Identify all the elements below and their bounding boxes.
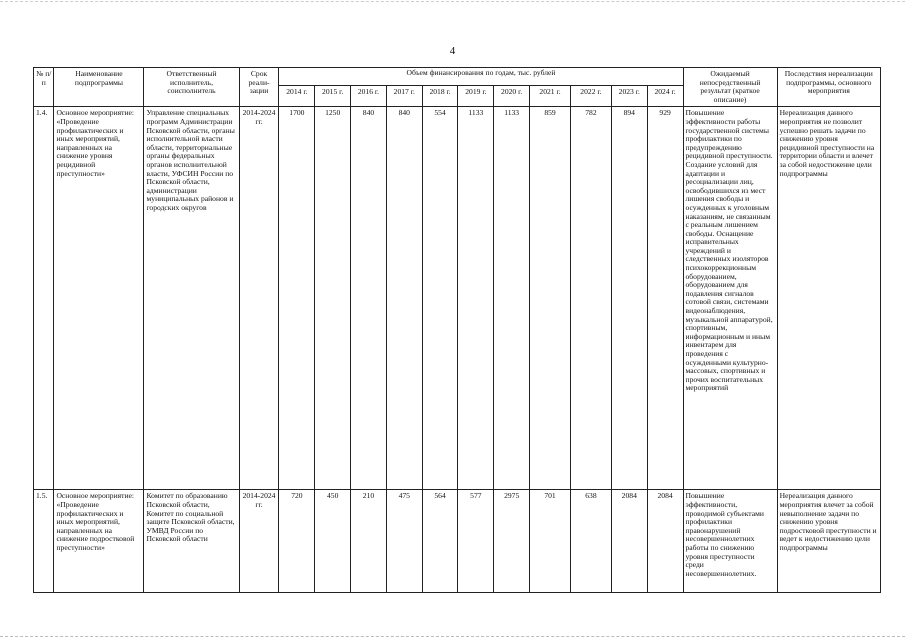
table-row [34, 107, 881, 490]
header-year: 2015 г. [315, 86, 351, 107]
row-value: 859 [530, 107, 571, 490]
header-num: № п/п [34, 68, 54, 107]
row-expected: Повышение эффективности работы государственной системы профилактики по предупреждению рецидивной преступности. Создание условий для адаптации и ресоциализации лиц, освободившихся из мест лишения свободы и осужденных к уголовным наказаниям, не связанным с реальным лишением свободы. Оснащение исправительных учреждений и следственных изоляторов психокоррекционным оборудованием, оборудованием для подавления сигналов сотовой связи, системами видеонаблюдения, музыкальной аппаратурой, спортивным, информационным и иным инвентарем для проведения с осужденными культурно-массовых, спортивных и прочих воспитательных мероприятий [683, 107, 777, 490]
header-expected: Ожидаемый непосредственный результат (краткое описание) [683, 68, 777, 107]
row-value: 1250 [315, 107, 351, 490]
row-value: 840 [386, 107, 422, 490]
row-value: 2084 [647, 490, 683, 593]
row-value: 577 [458, 490, 494, 593]
row-value: 475 [386, 490, 422, 593]
row-value: 1133 [458, 107, 494, 490]
row-value: 894 [611, 107, 647, 490]
header-name: Наименование подпрограммы [54, 68, 144, 107]
header-consequences: Последствия нереализации подпрограммы, основного мероприятия [777, 68, 880, 107]
row-consequences: Нереализация данного мероприятия не позволит успешно решать задачи по снижению уровня рецидивной преступности на территории области и влечет за собой недостижение цели подпрограммы [777, 107, 880, 490]
header-executor: Ответственный исполнитель, соисполнитель [144, 68, 239, 107]
row-value: 450 [315, 490, 351, 593]
row-value: 1700 [279, 107, 315, 490]
row-value: 1133 [494, 107, 530, 490]
header-year: 2014 г. [279, 86, 315, 107]
header-funding: Объем финансирования по годам, тыс. рублей [279, 68, 683, 86]
row-value: 929 [647, 107, 683, 490]
row-value: 564 [422, 490, 458, 593]
row-expected: Повышение эффективности, проводимой субъектами профилактики правонарушений несовершеннолетних работы по снижению уровня преступности среди несовершеннолетних. [683, 490, 777, 593]
header-year: 2017 г. [386, 86, 422, 107]
header-year: 2022 г. [570, 86, 611, 107]
row-name: Основное мероприятие: «Проведение профилактических и иных мероприятий, направленных на снижение уровня рецидивной преступности» [54, 107, 144, 490]
row-value: 2084 [611, 490, 647, 593]
header-year: 2019 г. [458, 86, 494, 107]
header-term: Срок реали-зации [239, 68, 279, 107]
row-value: 720 [279, 490, 315, 593]
page-top-edge [0, 1, 905, 2]
row-name: Основное мероприятие: «Проведение профилактических и иных мероприятий, направленных на снижение подростковой преступности» [54, 490, 144, 593]
row-term: 2014-2024 гг. [239, 490, 279, 593]
row-executor: Управление специальных программ Администрации Псковской области, органы исполнительной власти области, территориальные органы федеральных органов исполнительной власти, УФСИН России по Псковской области, администрации муниципальных районов и городских округов [144, 107, 239, 490]
header-year: 2018 г. [422, 86, 458, 107]
row-value: 2975 [494, 490, 530, 593]
header-year: 2021 г. [530, 86, 571, 107]
header-year: 2024 г. [647, 86, 683, 107]
page-number: 4 [449, 45, 456, 57]
row-term: 2014-2024 гг. [239, 107, 279, 490]
header-year: 2020 г. [494, 86, 530, 107]
row-value: 210 [351, 490, 387, 593]
row-value: 701 [530, 490, 571, 593]
row-value: 840 [351, 107, 387, 490]
row-executor: Комитет по образованию Псковской области, Комитет по социальной защите Псковской области, УМВД России по Псковской области [144, 490, 239, 593]
header-year: 2023 г. [611, 86, 647, 107]
row-num: 1.5. [34, 490, 54, 593]
row-value: 638 [570, 490, 611, 593]
funding-table [33, 67, 881, 593]
page-bottom-edge [0, 636, 905, 637]
row-consequences: Нереализация данного мероприятия влечет за собой невыполнение задачи по снижению уровня подростковой преступности и ведет к недостижению цели подпрограммы [777, 490, 880, 593]
row-value: 782 [570, 107, 611, 490]
row-value: 554 [422, 107, 458, 490]
header-row [34, 68, 881, 86]
table-row [34, 490, 881, 593]
row-num: 1.4. [34, 107, 54, 490]
header-year: 2016 г. [351, 86, 387, 107]
